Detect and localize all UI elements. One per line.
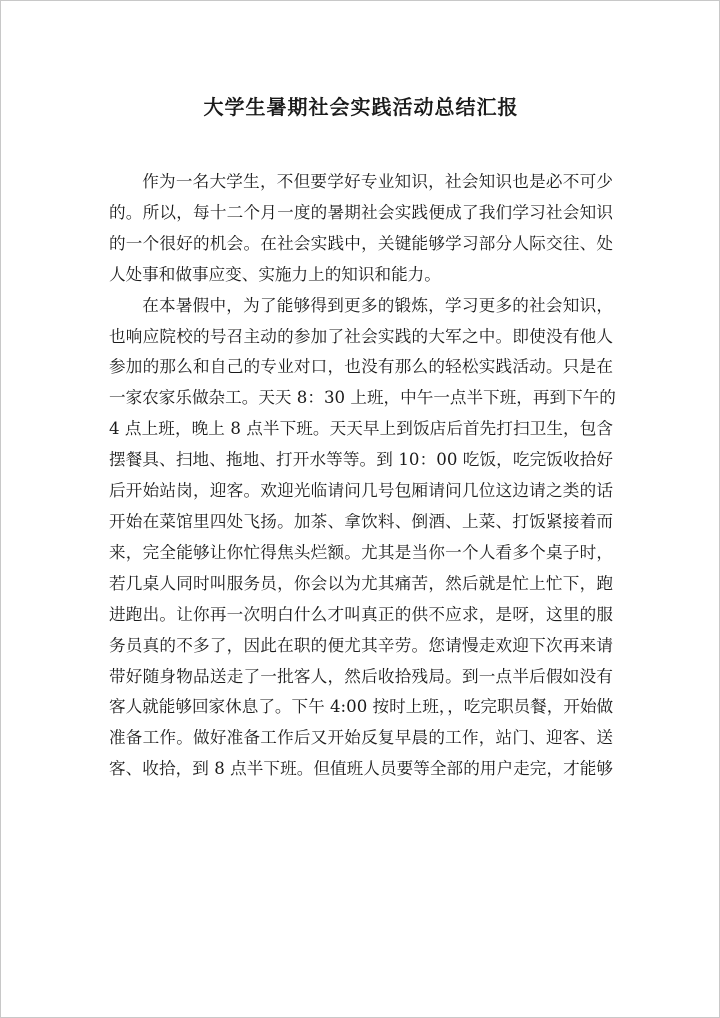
document-title: 大学生暑期社会实践活动总结汇报 [203,95,519,119]
paragraph-line: 若几桌人同时叫服务员，你会以为尤其痛苦，然后就是忙上忙下，跑 [109,573,613,593]
paragraph-line: 人处事和做事应变、实施力上的知识和能力。 [109,264,441,284]
paragraph-2 [109,291,616,786]
paragraph-line: 作为一名大学生，不但要学好专业知识，社会知识也是必不可少 [142,172,613,191]
paragraph-1 [109,167,613,291]
paragraph-line: 也响应院校的号召主动的参加了社会实践的大军之中。即使没有他人 [109,326,613,346]
document-body [109,167,616,785]
paragraph-line: 一家农家乐做杂工。天天 8：30 上班，中午一点半下班，再到下午的 [109,388,616,408]
paragraph-line: 后开始站岗，迎客。欢迎光临请问几号包厢请问几位这边请之类的话 [109,481,613,501]
paragraph-line: 4 点上班，晚上 8 点半下班。天天早上到饭店后首先打扫卫生，包含 [109,419,613,439]
paragraph-line: 摆餐具、扫地、拖地、打开水等等。到 10：00 吃饭，吃完饭收拾好 [109,450,613,470]
paragraph-line: 带好随身物品送走了一批客人，然后收拾残局。到一点半后假如没有 [109,666,613,686]
paragraph-line: 准备工作。做好准备工作后又开始反复早晨的工作，站门、迎客、送 [109,728,613,748]
paragraph-line: 客、收拾，到 8 点半下班。但值班人员要等全部的用户走完，才能够 [109,759,613,779]
paragraph-line: 的。所以，每十二个月一度的暑期社会实践便成了我们学习社会知识 [109,202,613,222]
paragraph-line: 开始在菜馆里四处飞扬。加茶、拿饮料、倒酒、上菜、打饭紧接着而 [109,511,613,531]
paragraph-line: 来，完全能够让你忙得焦头烂额。尤其是当你一个人看多个桌子时， [109,542,613,562]
paragraph-line: 的一个很好的机会。在社会实践中，关键能够学习部分人际交往、处 [109,233,613,253]
paragraph-line: 参加的那么和自己的专业对口，也没有那么的轻松实践活动。只是在 [109,357,613,377]
paragraph-line: 客人就能够回家休息了。下午 4:00 按时上班，，吃完职员餐，开始做 [109,697,614,717]
paragraph-line: 务员真的不多了，因此在职的便尤其辛劳。您请慢走欢迎下次再来请 [109,635,613,655]
paragraph-line: 进跑出。让你再一次明白什么才叫真正的供不应求，是呀，这里的服 [109,604,613,624]
paragraph-line: 在本暑假中，为了能够得到更多的锻炼，学习更多的社会知识， [142,295,613,315]
